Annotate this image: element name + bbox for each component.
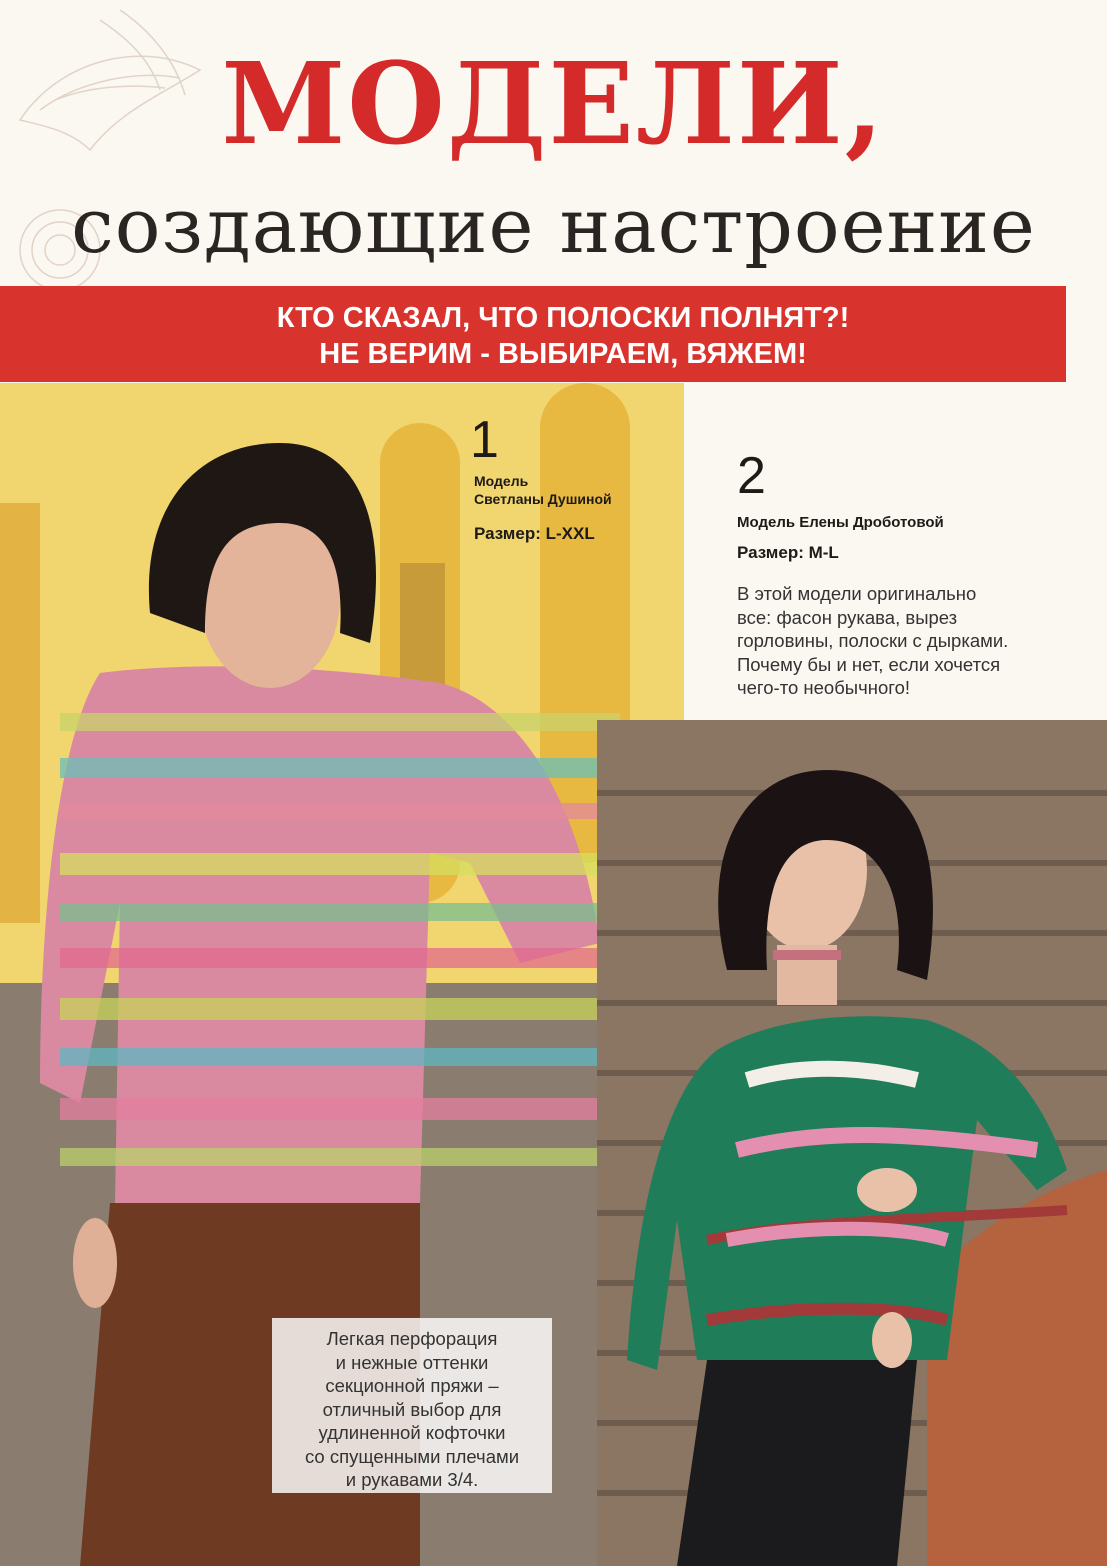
model-2-description-line: В этой модели оригинально <box>737 583 977 604</box>
model-1-caption-line: и нежные оттенки <box>335 1351 489 1373</box>
model-1-caption-line: Легкая перфорация <box>326 1328 498 1349</box>
model-2-illustration <box>597 720 1107 1566</box>
page-subtitle: создающие настроение <box>71 181 1036 270</box>
model-1-caption-line: со спущенными плечами <box>304 1445 520 1467</box>
model-1-designer <box>474 472 644 508</box>
model-1-caption-line: и рукавами 3/4. <box>345 1469 479 1490</box>
model-1-number: 1 <box>470 411 499 469</box>
model-2-description-line: горловины, полоски с дырками. <box>737 630 1009 651</box>
banner-text-line-2: НЕ ВЕРИМ - ВЫБИРАЕМ, ВЯЖЕМ! <box>319 338 807 370</box>
model-2-description-line: чего-то необычного! <box>737 677 911 698</box>
model-1-designer-line-1: Модель <box>474 473 529 489</box>
model-1-caption <box>272 1327 552 1492</box>
model-1-size: Размер: L-XXL <box>474 524 595 543</box>
model-2-description-line: все: фасон рукава, вырез <box>737 606 958 628</box>
model-2-number: 2 <box>737 447 766 505</box>
model-1-designer-line-2: Светланы Душиной <box>474 491 612 507</box>
model-2-size: Размер: M-L <box>737 543 839 562</box>
page-title: МОДЕЛИ, <box>221 39 886 170</box>
banner-text-line-1: КТО СКАЗАЛ, ЧТО ПОЛОСКИ ПОЛНЯТ?! <box>276 302 850 334</box>
model-1-caption-line: секционной пряжи – <box>325 1375 499 1396</box>
model-2-designer: Модель Елены Дроботовой <box>737 514 944 531</box>
model-1-caption-line: удлиненной кофточки <box>318 1422 506 1443</box>
model-2-photo <box>597 720 1107 1566</box>
model-2-description <box>737 582 1067 700</box>
model-1-caption-line: отличный выбор для <box>322 1398 502 1420</box>
model-2-description-line: Почему бы и нет, если хочется <box>737 653 1001 675</box>
